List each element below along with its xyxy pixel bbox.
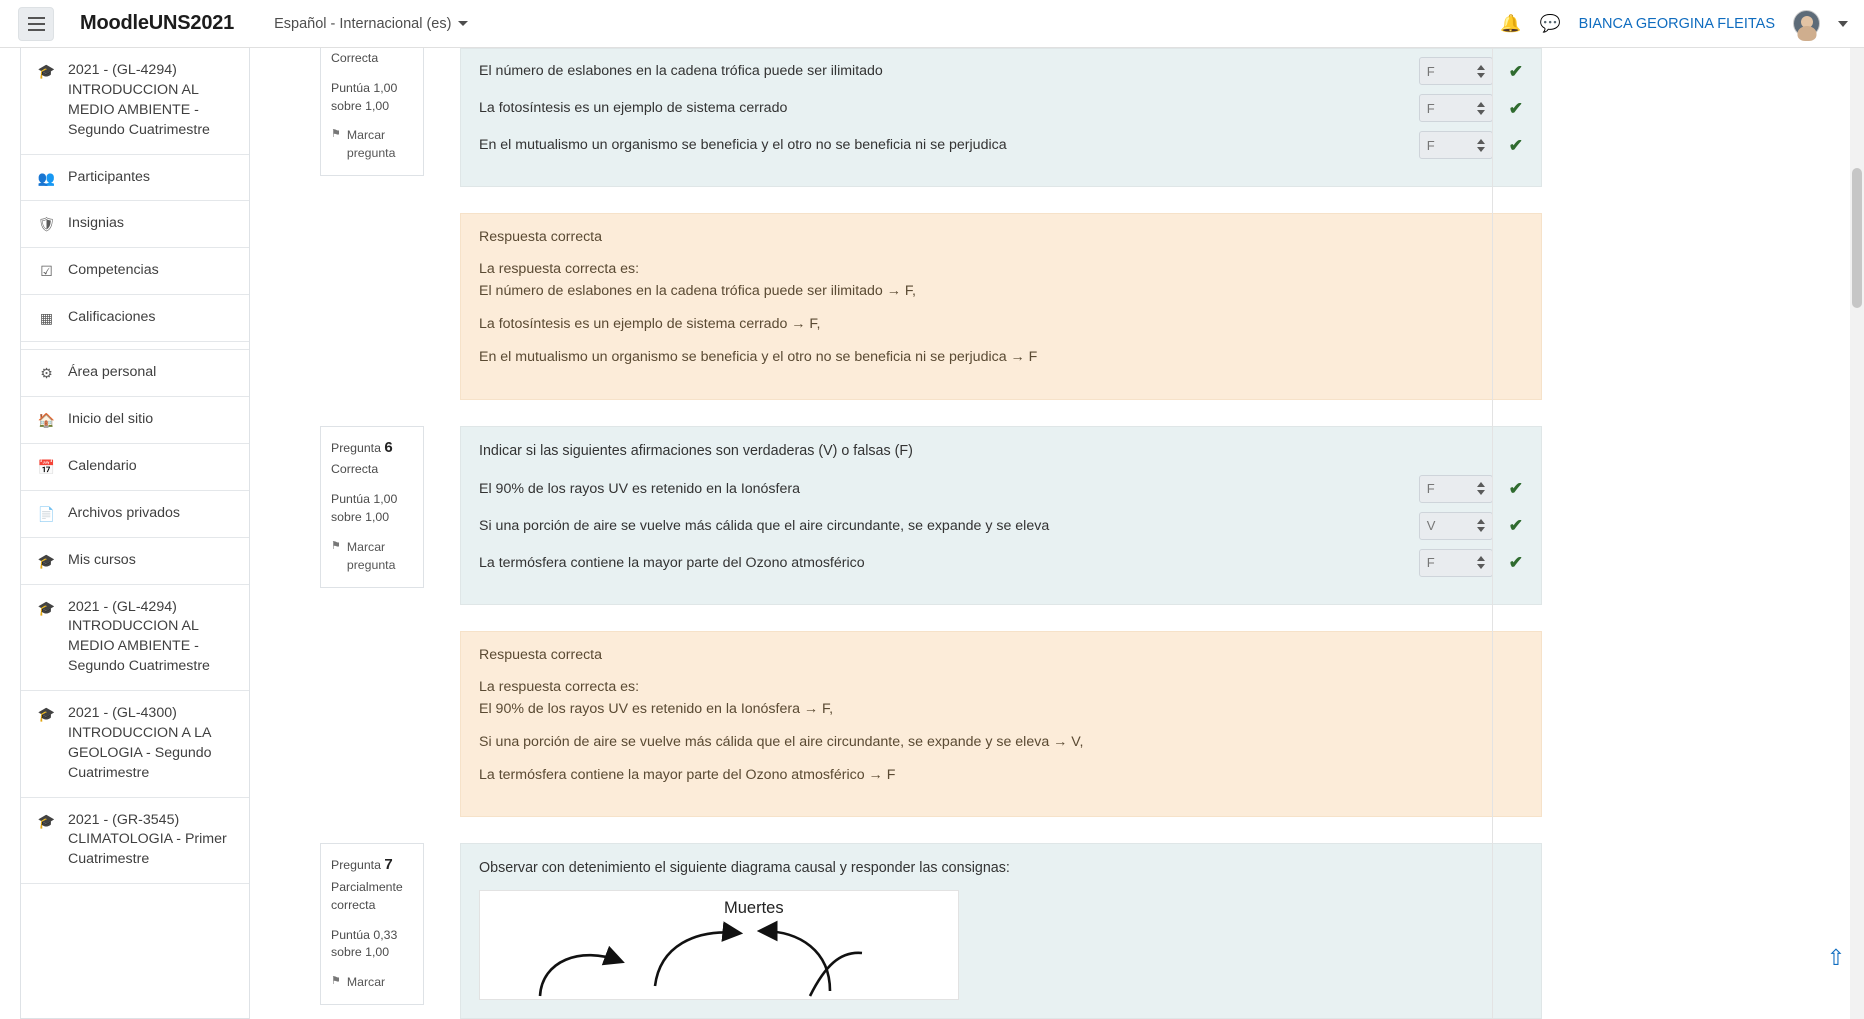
answer-value: F xyxy=(1426,137,1435,153)
question-grade-line2: sobre 1,00 xyxy=(331,510,390,525)
scrollbar-thumb[interactable] xyxy=(1852,168,1862,308)
feedback-line: La termósfera contiene la mayor parte del Ozono atmosférico → F xyxy=(479,767,896,784)
sidebar-item-course-gl4300[interactable] xyxy=(21,691,249,798)
sidebar-item-label: 2021 - (GR-3545) CLIMATOLOGIA - Primer Cuatrimestre xyxy=(68,811,227,868)
question-number-label xyxy=(331,854,413,876)
sidebar-item-label: Participantes xyxy=(68,168,151,185)
flag-label: Marcar pregunta xyxy=(346,128,396,161)
answer-value: F xyxy=(1426,481,1435,497)
feedback-line: En el mutualismo un organismo se beneficia y el otro no se beneficia ni se perjudica → F xyxy=(479,349,1038,366)
chevron-updown-icon xyxy=(1477,102,1485,115)
question-row xyxy=(479,131,1523,159)
question-info-5 xyxy=(320,36,424,176)
answer-select[interactable] xyxy=(1419,94,1493,122)
statement-text: El número de eslabones en la cadena trófica puede ser ilimitado xyxy=(479,63,883,79)
sidebar-divider xyxy=(21,342,249,350)
feedback-lead: La respuesta correcta es: xyxy=(479,261,640,277)
chevron-updown-icon xyxy=(1477,556,1485,569)
answer-controls xyxy=(1419,512,1523,540)
question-info-6 xyxy=(320,426,424,588)
question-block-7 xyxy=(320,843,1542,1019)
shield-icon: 🛡 xyxy=(37,216,56,233)
graduation-cap-icon: 🎓 xyxy=(37,552,56,569)
answer-select[interactable] xyxy=(1419,57,1493,85)
main-content xyxy=(252,48,1864,1019)
sidebar-item-inicio-sitio[interactable] xyxy=(21,397,249,444)
sidebar-item-label: 2021 - (GL-4300) INTRODUCCION A LA GEOLOGIA - Segundo Cuatrimestre xyxy=(68,705,212,781)
answer-controls xyxy=(1419,131,1523,159)
bell-icon[interactable]: 🔔 xyxy=(1500,14,1522,33)
user-menu-label[interactable]: BIANCA GEORGINA FLEITAS xyxy=(1578,15,1775,32)
question-info-7 xyxy=(320,843,424,1005)
question-grade-line1: Puntúa 1,00 xyxy=(331,492,398,507)
calendar-icon: 📅 xyxy=(37,458,56,475)
answer-value: F xyxy=(1426,100,1435,116)
question-label: Pregunta xyxy=(331,440,381,455)
question-number-label xyxy=(331,437,413,459)
feedback-title: Respuesta correcta xyxy=(479,229,603,245)
question-number: 6 xyxy=(384,438,393,456)
graduation-cap-icon: 🎓 xyxy=(37,599,56,616)
question-row xyxy=(479,475,1523,503)
answer-controls xyxy=(1419,475,1523,503)
statement-text: El 90% de los rayos UV es retenido en la Ionósfera xyxy=(479,480,800,497)
quiz-review xyxy=(320,48,1542,1019)
question-body-5 xyxy=(460,48,1542,187)
correct-icon: ✔ xyxy=(1508,516,1523,536)
answer-controls xyxy=(1419,94,1523,122)
question-state: Correcta xyxy=(331,462,379,477)
question-grade-line2: sobre 1,00 xyxy=(331,945,390,960)
statement-text: La termósfera contiene la mayor parte del Ozono atmosférico xyxy=(479,554,865,571)
chevron-updown-icon xyxy=(1477,139,1485,152)
dashboard-icon: ⚙ xyxy=(40,365,53,382)
sidebar-item-label: Calendario xyxy=(68,457,137,474)
question-grade-line1: Puntúa 0,33 xyxy=(331,927,398,942)
sidebar-item-calificaciones[interactable] xyxy=(21,295,249,342)
graduation-cap-icon: 🎓 xyxy=(37,706,56,723)
sidebar-item-label: Área personal xyxy=(68,364,157,381)
diagram-svg xyxy=(480,891,960,1001)
spacer xyxy=(320,605,1542,631)
chevron-updown-icon xyxy=(1477,65,1485,78)
causal-diagram xyxy=(479,890,959,1000)
avatar[interactable] xyxy=(1793,10,1820,37)
sidebar-item-archivos-privados[interactable] xyxy=(21,491,249,538)
sidebar-item-label: Insignias xyxy=(68,215,124,232)
answer-select[interactable] xyxy=(1419,549,1493,577)
navbar-right xyxy=(1500,10,1864,37)
top-navbar xyxy=(0,0,1864,48)
question-body-7 xyxy=(460,843,1542,1019)
question-grade-line2: sobre 1,00 xyxy=(331,98,390,113)
feedback-title: Respuesta correcta xyxy=(479,646,603,663)
sidebar-item-label: 2021 - (GL-4294) INTRODUCCION AL MEDIO AMBIENTE - Segundo Cuatrimestre xyxy=(68,62,210,138)
home-icon: 🏠 xyxy=(37,411,56,428)
graduation-cap-icon: 🎓 xyxy=(37,63,56,79)
correct-icon: ✔ xyxy=(1508,553,1523,573)
user-menu-chevron-icon[interactable] xyxy=(1838,21,1848,27)
answer-select[interactable] xyxy=(1419,512,1493,540)
feedback-lead: La respuesta correcta es: xyxy=(479,678,640,695)
sidebar-item-label: Inicio del sitio xyxy=(68,410,154,427)
chat-icon[interactable]: 💬 xyxy=(1539,14,1561,33)
graduation-cap-icon: 🎓 xyxy=(37,812,56,829)
statement-text: En el mutualismo un organismo se beneficia y el otro no se beneficia ni se perjudica xyxy=(479,137,1007,153)
chevron-updown-icon xyxy=(1477,482,1485,495)
question-feedback-6 xyxy=(460,631,1542,818)
answer-value: F xyxy=(1426,555,1435,571)
chevron-down-icon xyxy=(458,21,468,26)
users-icon: 👥 xyxy=(37,169,56,186)
sidebar-item-label: Mis cursos xyxy=(68,551,136,568)
question-number: 7 xyxy=(384,856,393,874)
question-row xyxy=(479,57,1523,85)
question-prompt: Indicar si las siguientes afirmaciones son verdaderas (V) o falsas (F) xyxy=(479,442,913,459)
site-brand[interactable]: MoodleUNS2021 xyxy=(80,12,235,34)
content-divider xyxy=(1492,48,1493,1019)
page-scrollbar[interactable] xyxy=(1850,48,1864,1019)
flag-icon: ⚑ xyxy=(331,128,341,141)
question-feedback-5 xyxy=(460,213,1542,400)
spacer xyxy=(320,817,1542,843)
sidebar-item-participantes[interactable] xyxy=(21,155,249,202)
flag-label: Marcar xyxy=(346,975,386,990)
diagram-node-label: Muertes xyxy=(724,899,784,918)
sidebar-item-insignias[interactable] xyxy=(21,201,249,248)
question-prompt: Observar con detenimiento el siguiente diagrama causal y responder las consignas: xyxy=(479,860,1010,877)
correct-icon: ✔ xyxy=(1508,479,1523,499)
answer-controls xyxy=(1419,549,1523,577)
flag-question-6[interactable] xyxy=(331,539,413,575)
question-state: Parcialmente correcta xyxy=(331,880,403,912)
feedback-line: El número de eslabones en la cadena trófica puede ser ilimitado → F, xyxy=(479,283,916,300)
sidebar-item-course-gl4294-top[interactable] xyxy=(21,48,249,155)
flag-question-7[interactable] xyxy=(331,974,413,992)
question-state: Correcta xyxy=(331,51,379,65)
correct-icon: ✔ xyxy=(1508,61,1523,81)
sidebar-item-course-gl4294[interactable] xyxy=(21,585,249,692)
sidebar-item-label: Archivos privados xyxy=(68,504,180,521)
feedback-line: La fotosíntesis es un ejemplo de sistema cerrado → F, xyxy=(479,316,821,333)
file-icon: 📄 xyxy=(37,505,56,522)
feedback-line: El 90% de los rayos UV es retenido en la Ionósfera → F, xyxy=(479,700,834,717)
answer-value: V xyxy=(1426,518,1436,534)
question-row xyxy=(479,549,1523,577)
language-selector[interactable] xyxy=(274,16,468,32)
flag-icon: ⚑ xyxy=(331,539,341,552)
flag-label: Marcar pregunta xyxy=(346,539,396,572)
flag-question-5[interactable] xyxy=(331,127,413,163)
chevron-updown-icon xyxy=(1477,519,1485,532)
question-label: Pregunta xyxy=(331,858,381,873)
answer-value: F xyxy=(1426,63,1435,79)
statement-text: Si una porción de aire se vuelve más cálida que el aire circundante, se expande y se eleva xyxy=(479,517,1050,534)
answer-select[interactable] xyxy=(1419,131,1493,159)
correct-icon: ✔ xyxy=(1508,98,1523,118)
sidebar-item-mis-cursos[interactable] xyxy=(21,538,249,585)
sidebar-item-label: Calificaciones xyxy=(68,309,156,326)
question-row xyxy=(479,94,1523,122)
language-label: Español - Internacional (es) xyxy=(274,15,452,32)
answer-controls xyxy=(1419,57,1523,85)
spacer xyxy=(320,400,1542,426)
hamburger-icon[interactable] xyxy=(18,7,54,41)
sidebar-item-label: 2021 - (GL-4294) INTRODUCCION AL MEDIO AMBIENTE - Segundo Cuatrimestre xyxy=(68,598,210,675)
sidebar xyxy=(20,48,250,1019)
spacer xyxy=(320,187,1542,213)
check-square-icon: ☑ xyxy=(40,263,53,280)
sidebar-item-area-personal[interactable] xyxy=(21,350,249,397)
question-block-5 xyxy=(320,48,1542,400)
sidebar-item-calendario[interactable] xyxy=(21,444,249,491)
feedback-line: Si una porción de aire se vuelve más cálida que el aire circundante, se expande y se eleva → V, xyxy=(479,733,1084,750)
answer-select[interactable] xyxy=(1419,475,1493,503)
statement-text: La fotosíntesis es un ejemplo de sistema cerrado xyxy=(479,100,788,116)
sidebar-item-competencias[interactable] xyxy=(21,248,249,295)
sidebar-item-partial[interactable] xyxy=(21,884,249,910)
sidebar-item-label: Competencias xyxy=(68,262,159,279)
question-body-6 xyxy=(460,426,1542,605)
question-block-6 xyxy=(320,426,1542,818)
flag-icon: ⚑ xyxy=(331,975,341,988)
table-icon: ▦ xyxy=(39,310,54,327)
correct-icon: ✔ xyxy=(1508,135,1523,155)
question-row xyxy=(479,512,1523,540)
sidebar-item-course-gr3545[interactable] xyxy=(21,798,249,885)
question-grade-line1: Puntúa 1,00 xyxy=(331,80,398,95)
arrow-up-icon[interactable]: ⇧ xyxy=(1826,945,1846,970)
